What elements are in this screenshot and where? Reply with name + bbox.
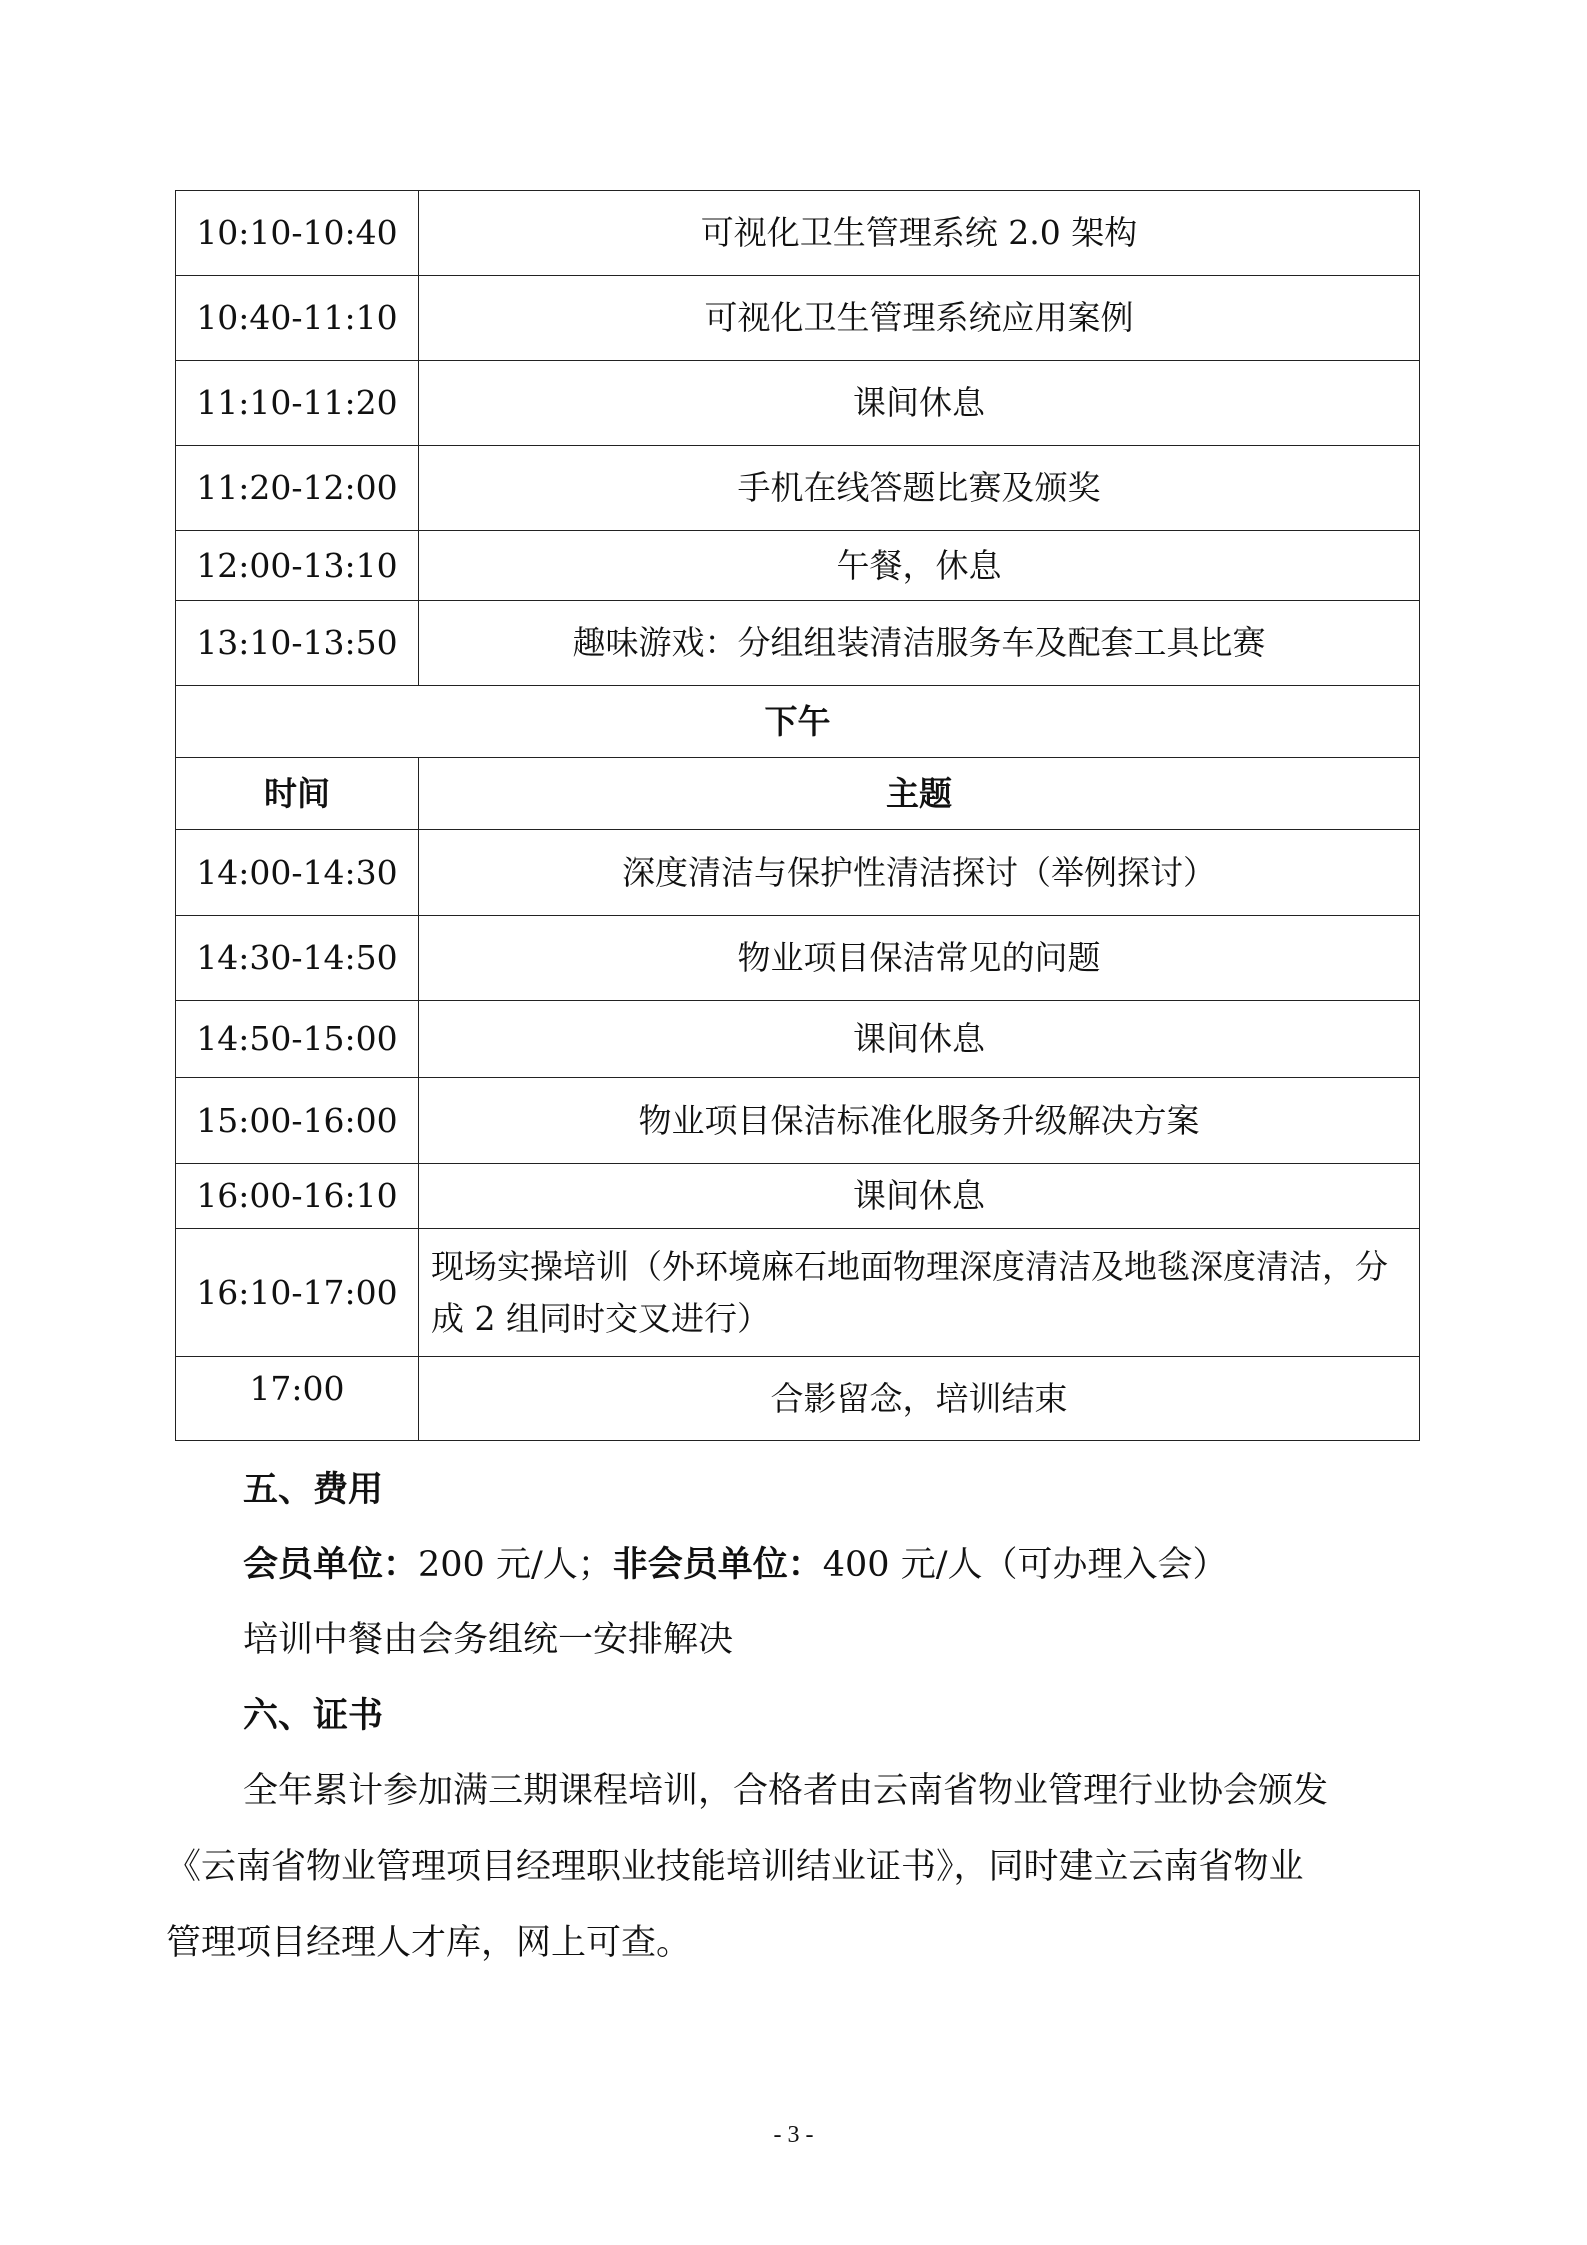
table-row (176, 601, 1420, 686)
table-row (176, 1078, 1420, 1164)
time-cell: 15:00-16:00 (176, 1078, 419, 1164)
nonmember-value: 400 元/人（可办理入会） (822, 1545, 1228, 1585)
topic-cell: 物业项目保洁标准化服务升级解决方案 (419, 1078, 1420, 1164)
topic-cell: 深度清洁与保护性清洁探讨（举例探讨） (419, 830, 1420, 916)
time-cell: 12:00-13:10 (176, 531, 419, 601)
member-value: 200 元/人； (418, 1545, 613, 1585)
topic-cell: 课间休息 (419, 1001, 1420, 1078)
fees-heading: 五、费用 (243, 1469, 384, 1510)
topic-cell: 合影留念，培训结束 (419, 1357, 1420, 1441)
topic-cell: 可视化卫生管理系统应用案例 (419, 276, 1420, 361)
time-cell: 10:10-10:40 (176, 191, 419, 276)
header-topic: 主题 (419, 758, 1420, 830)
table-row (176, 1001, 1420, 1078)
topic-cell: 物业项目保洁常见的问题 (419, 916, 1420, 1001)
page-number: - 3 - (773, 2122, 814, 2148)
time-cell: 10:40-11:10 (176, 276, 419, 361)
topic-cell: 课间休息 (419, 361, 1420, 446)
topic-cell: 可视化卫生管理系统 2.0 架构 (419, 191, 1420, 276)
lunch-note: 培训中餐由会务组统一安排解决 (243, 1620, 734, 1660)
header-row (176, 758, 1420, 830)
fees-line (243, 1537, 1228, 1587)
afternoon-label: 下午 (176, 686, 1420, 758)
time-cell: 14:50-15:00 (176, 1001, 419, 1078)
table-row (176, 531, 1420, 601)
topic-cell: 现场实操培训（外环境麻石地面物理深度清洁及地毯深度清洁，分成 2 组同时交叉进行） (419, 1229, 1420, 1357)
table-row (176, 276, 1420, 361)
time-cell: 16:00-16:10 (176, 1164, 419, 1229)
table-row (176, 446, 1420, 531)
certificate-heading: 六、证书 (243, 1695, 384, 1736)
time-cell: 16:10-17:00 (176, 1229, 419, 1357)
table-row (176, 1164, 1420, 1229)
table-row (176, 1357, 1420, 1441)
afternoon-row (176, 686, 1420, 758)
nonmember-label: 非会员单位： (612, 1544, 823, 1585)
time-cell: 11:20-12:00 (176, 446, 419, 531)
table-row (176, 830, 1420, 916)
time-cell: 14:30-14:50 (176, 916, 419, 1001)
certificate-line-3: 管理项目经理人才库，网上可查。 (166, 1923, 692, 1963)
topic-cell: 手机在线答题比赛及颁奖 (419, 446, 1420, 531)
topic-cell: 午餐，休息 (419, 531, 1420, 601)
table-row (176, 191, 1420, 276)
schedule-table (175, 190, 1420, 1441)
time-cell: 13:10-13:50 (176, 601, 419, 686)
table-row (176, 1229, 1420, 1357)
table-row (176, 361, 1420, 446)
time-cell: 17:00 (176, 1357, 419, 1441)
certificate-line-1: 全年累计参加满三期课程培训，合格者由云南省物业管理行业协会颁发 (243, 1771, 1329, 1811)
table-row (176, 916, 1420, 1001)
certificate-line-2: 《云南省物业管理项目经理职业技能培训结业证书》，同时建立云南省物业 (166, 1847, 1304, 1887)
topic-cell: 课间休息 (419, 1164, 1420, 1229)
time-cell: 11:10-11:20 (176, 361, 419, 446)
time-cell: 14:00-14:30 (176, 830, 419, 916)
member-label: 会员单位： (243, 1544, 419, 1585)
header-time: 时间 (176, 758, 419, 830)
topic-cell: 趣味游戏：分组组装清洁服务车及配套工具比赛 (419, 601, 1420, 686)
